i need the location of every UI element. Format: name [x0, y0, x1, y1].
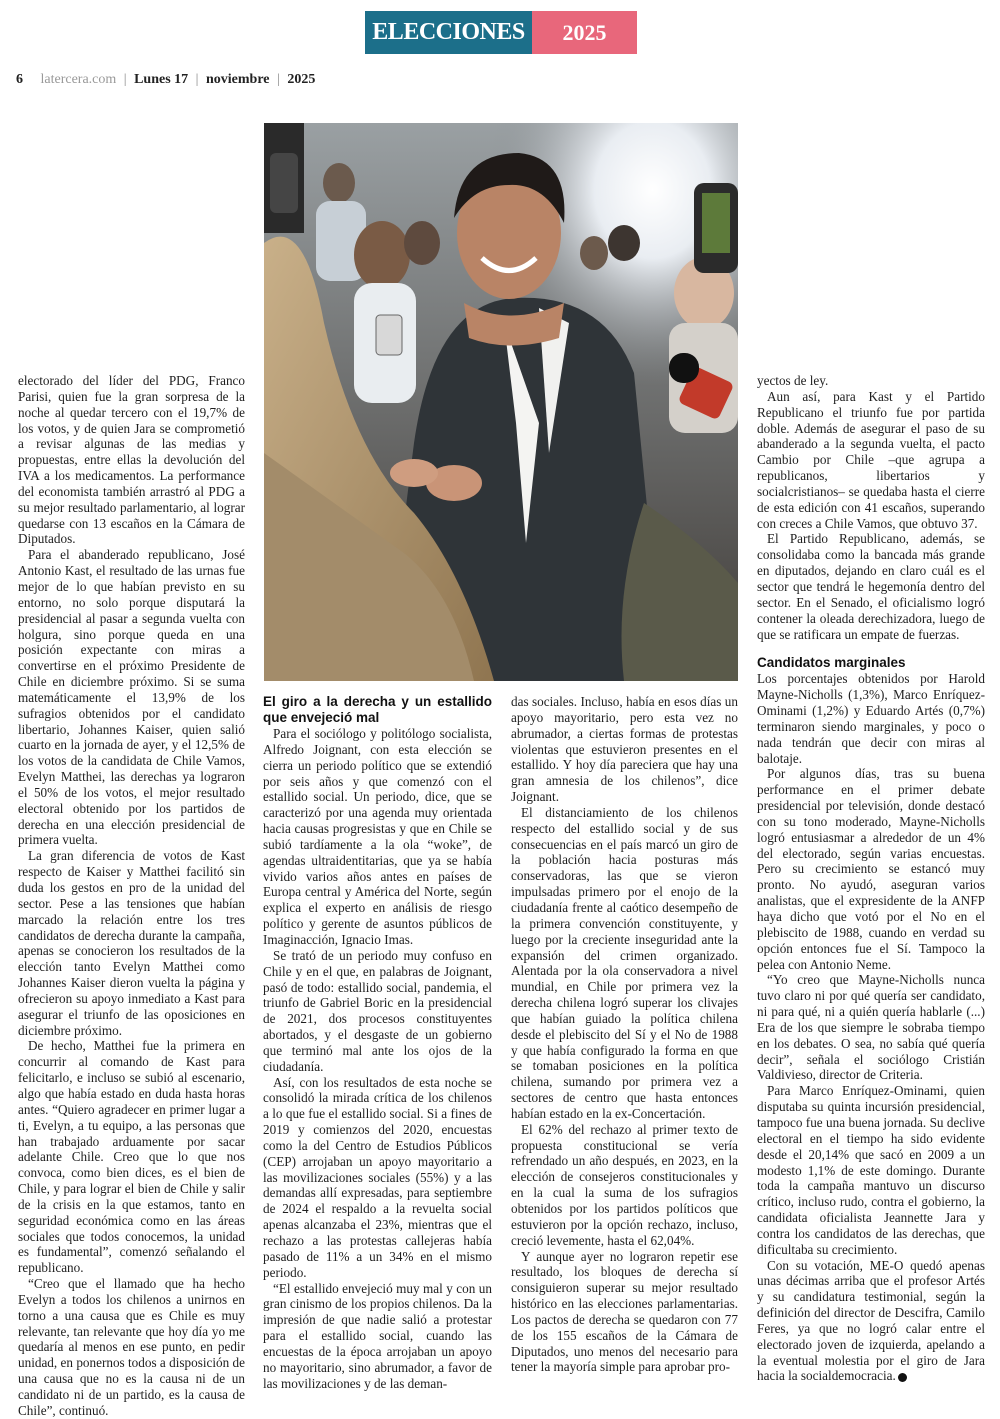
article-column-4 — [757, 373, 985, 1384]
news-photo — [264, 123, 738, 681]
article-paragraph: “Yo creo que Mayne-Nicholls nunca tuvo claro ni por qué quería ser candidato, ni para qué, ni a quién quería hablarle (...) Era de los que siempre le sobraba tiempo en los debates. O sea, no sabía qué quería decir”, señala el sociólogo Cristián Valdivieso, director de Criteria. — [757, 972, 985, 1083]
article-paragraph: El Partido Republicano, además, se consolidaba como la bancada más grande en diputados, dejando en claro cuál es el sector que tendrá le hegemonía dentro del sector. En el Senado, el oficialismo logró contener la oleada derechizadora, luego de que se ratificara un empate de fuerzas. — [757, 531, 985, 642]
subheading: Candidatos marginales — [757, 655, 906, 671]
article-paragraph: Los porcentajes obtenidos por Harold Mayne-Nicholls (1,3%), Marco Enríquez-Ominami (1,2%) y Eduardo Artés (0,7%) terminaron siendo marginales, y poco o nada tendrán que decir con miras al balotaje. — [757, 671, 985, 766]
subheading: El giro a la derecha y un estallido que envejeció mal — [263, 694, 492, 725]
site-name: latercera.com — [40, 72, 117, 87]
final-paragraph-text: Con su votación, ME-O quedó apenas unas décimas arriba que el profesor Artés y su candidatura testimonial, según la definición del director de Descifra, Camilo Feres, ya que no logró calar entre el electorado joven de izquierda, apelando a la eventual molestia por el giro de Jara hacia la socialdemocracia. — [757, 1257, 985, 1384]
section-banner — [365, 11, 637, 54]
page-number: 6 — [16, 72, 23, 87]
date-year: 2025 — [287, 72, 316, 87]
article-paragraph: El 62% del rechazo al primer texto de propuesta constitucional se vería refrendado un año después, en 2023, en la elección de consejeros constitucionales y en la cual la suma de los sufragios obtenidos por los partidos políticos que estuvieron por la opción rechazo, incluso, creció levemente, hasta el 62,04%. — [511, 1121, 738, 1248]
article-paragraph: das sociales. Incluso, había en esos días un apoyo mayoritario, pero esta vez no abrumador, a ciertas formas de protestas violentas que estuvieron presentes en el estallido. Y hoy día pareciera que hay una gran amnesia de los chilenos”, dice Joignant. — [511, 694, 738, 805]
article-paragraph: El distanciamiento de los chilenos respecto del estallido social y de sus consecuencias en el país marcó un giro de la población hacia posturas más conservadoras, las que se vieron impulsadas primero por el enojo de la ciudadanía frente al caótico desempeño de la primera convención constituyente, y luego por la creciente inseguridad ante la expansión del crimen organizado. Alentada por la ola conservadora a nivel mundial, en Chile por primera vez la derecha chilena logró superar los clivajes que habían guiado la política chilena desde el plebiscito del Sí y el No de 1988 y que había configurado la forma en que se tomaban posiciones en la política chilena, sumando por primera vez a sectores de centro que hasta entonces habían estado en la ex-Concertación. — [511, 804, 738, 1121]
article-paragraph: “Creo que el llamado que ha hecho Evelyn a todos los chilenos a unirnos en torno a una causa que es Chile es muy relevante, tan relevante que hoy día yo me quedaría al menos en ese punto, en pedir unidad, en ponernos todos a disposición de una causa que no es la causa ni de un candidato ni de un partido, es la causa de Chile”, continuó. — [18, 1276, 245, 1418]
article-paragraph: Para Marco Enríquez-Ominami, quien disputaba su quinta incursión presidencial, tampoco fue una buena jornada. Su declive electoral en el tiempo ha sido evidente desde el 20,14% que sacó en 2009 a un modesto 1,1% de este domingo. Durante toda la campaña mantuvo un discurso crítico, incluso rudo, contra el gobierno, la candidata oficialista Jeannette Jara y contra los candidatos de las derechas, que dificultaba su crecimiento. — [757, 1083, 985, 1257]
article-paragraph: Aun así, para Kast y el Partido Republicano el triunfo fue por partida doble. Además de asegurar el paso de su abanderado a la segunda vuelta, el pacto Cambio por Chile –que agrupa a republicanos, libertarios y socialcristianos– se quedaba hasta el cierre de esta edición con 41 escaños, superando con creces a Chile Vamos, que obtuvo 37. — [757, 388, 985, 531]
article-paragraph: Y aunque ayer no lograron repetir ese resultado, los bloques de derecha sí consiguieron superar su mejor resultado histórico en las elecciones parlamentarias. Los pactos de derecha se quedaron con 77 de los 155 escaños de la Cámara de Diputados, uno menos del necesario para tener la mayoría simple para aprobar pro- — [511, 1248, 738, 1375]
page-folio: 6 latercera.com | Lunes 17 | noviembre | 2025 — [16, 72, 316, 87]
article-paragraph: Así, con los resultados de esta noche se consolidó la mirada crítica de los chilenos a lo que fue el estallido social. Si a fines de 2019 y comienzos del 2020, encuestas como la del Centro de Estudios Públicos (CEP) arrojaban un apoyo mayoritario a las movilizaciones sociales (55%) y a las demandas allí expresadas, para septiembre de 2024 el respaldo a la revuelta social apenas alcanzaba el 23%, mientras que el rechazo a las protestas callejeras había pasado de 11% a un 34% en el mismo periodo. — [263, 1074, 492, 1280]
article-paragraph: “El estallido envejeció muy mal y con un gran cinismo de los propios chilenos. Da la impresión de que nadie salió a protestar para el estallido social, cuando las encuestas de la época arrojaban un apoyo no mayoritario, sino abrumador, a favor de las movilizaciones y de las deman- — [263, 1280, 492, 1391]
article-paragraph: Para el abanderado republicano, José Antonio Kast, el resultado de las urnas fue mejor de lo que habían previsto en su entorno, no solo porque disputará la presidencial al pasar a segunda vuelta con holgura, sino porque queda en una posición expectante con miras a convertirse en el próximo Presidente de Chile en diciembre próximo. Si se suma matemáticamente el 13,9% de los sufragios obtenidos por el candidato libertario, Johannes Kaiser, quien salió cuarto en la jornada de ayer, y el 12,5% de los votos de la candidata de Chile Vamos, Evelyn Matthei, las derechas ya lograron el 50% de los votos, el mejor resultado electoral obtenido por los partidos de derecha en una elección presidencial de primera vuelta. — [18, 547, 245, 848]
article-column-3 — [511, 694, 738, 1375]
article-paragraph: yectos de ley. — [757, 373, 829, 388]
section-label: ELECCIONES — [365, 11, 532, 54]
article-paragraph: De hecho, Matthei fue la primera en concurrir al comando de Kast para felicitarlo, e incluso se subió al escenario, algo que había estado en duda hasta horas antes. “Quiero agradecer en primer lugar a ti, Evelyn, a tu equipo, a las personas que han trabajado arduamente por sacar adelante Chile. Creo que lo que nos convoca, como bien dices, es el bien de Chile, y para lograr el bien de Chile y salir de la crisis en la que estamos, tanto en seguridad económica como en las áreas sociales que todos conocemos, la unidad es fundamental”, comenzó señalando el republicano. — [18, 1038, 245, 1276]
article-paragraph: Por algunos días, tras su buena performance en el primer debate presidencial por televisión, donde destacó con su tono moderado, Mayne-Nicholls logró entusiasmar a alrededor de un 4% del electorado, según varias encuestas. Pero su crecimiento se estancó muy pronto. No ayudó, aseguran varios analistas, que el expresidente de la ANFP haya dicho que votó por el No en el plebiscito de 1988, cuando en verdad su opción entonces fue el Sí. Tampoco la pelea con Antonio Neme. — [757, 766, 985, 972]
article-paragraph — [757, 1258, 985, 1385]
article-column-2 — [263, 694, 492, 1391]
end-mark-icon — [898, 1373, 907, 1382]
date-day: Lunes 17 — [134, 72, 189, 87]
article-paragraph: Para el sociólogo y politólogo socialista, Alfredo Joignant, con esta elección se cierra un periodo político que se extendió por seis años y que comenzó con el estallido social. Un periodo, dice, que se caracterizó por una agenda muy orientada hacia causas progresistas y que en Chile se subió tardíamente a la ola “woke”, de agendas ultraidentitarias, que ya se había vivido varios años antes en países de Europa central y América del Norte, según explica el experto en análisis de riesgo político y gerente de asuntos públicos de Imaginacción, Ignacio Imas. — [263, 726, 492, 947]
article-column-1 — [18, 373, 245, 1419]
article-paragraph: La gran diferencia de votos de Kast respecto de Kaiser y Matthei facilitó sin duda los gestos en pro de la unidad del sector. Pese a las tensiones que habían marcado la relación entre los tres candidatos de derecha durante la campaña, apenas se conocieron los resultados de la elección tanto Evelyn Matthei como Johannes Kaiser dieron vuelta la página y ofrecieron su apoyo inmediato a Kast para asegurar el triunfo de las oposiciones en diciembre próximo. — [18, 848, 245, 1038]
article-paragraph: Se trató de un periodo muy confuso en Chile y en el que, en palabras de Joignant, pasó de todo: estallido social, pandemia, el triunfo de Gabriel Boric en la presidencial de 2021, dos procesos constituyentes abortados, y el desgaste de un gobierno que terminó mal ante los ojos de la ciudadanía. — [263, 947, 492, 1074]
date-month: noviembre — [205, 72, 270, 87]
section-year: 2025 — [532, 11, 637, 54]
article-paragraph: electorado del líder del PDG, Franco Parisi, quien fue la gran sorpresa de la noche al quedar tercero con el 19,7% de los votos, y de quien Jara se comprometió a revisar algunas de las medias y propuestas, entre ellas la devolución del IVA a los medicamentos. La performance del economista también arrastró al PDG a su mejor resultado parlamentario, al lograr quedarse con 13 escaños en la Cámara de Diputados. — [18, 373, 245, 547]
